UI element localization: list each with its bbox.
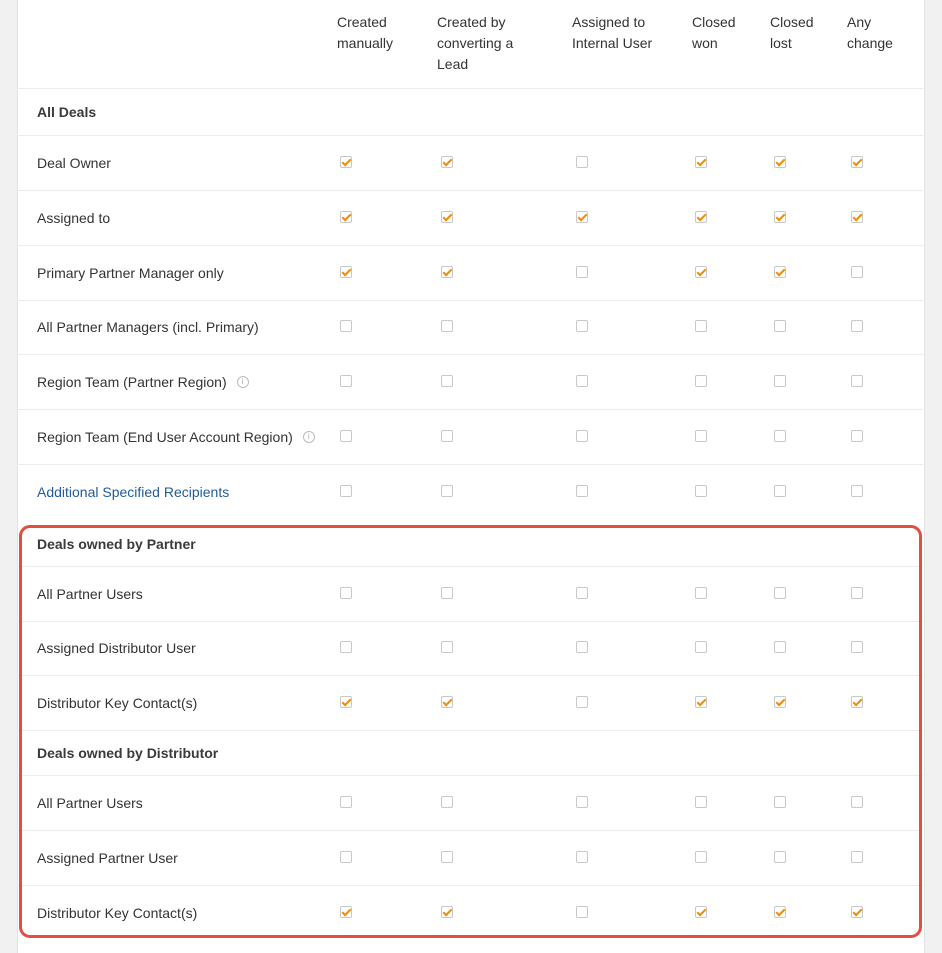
row-label (37, 190, 110, 245)
checkbox-assigned-internal[interactable] (576, 641, 588, 653)
table-row (17, 830, 923, 886)
row-label (37, 245, 224, 300)
table-row (17, 300, 923, 355)
row-label-text: Primary Partner Manager only (37, 264, 224, 281)
checkbox-closed-won[interactable] (695, 796, 707, 808)
row-label-text: Region Team (Partner Region) (37, 373, 227, 390)
checkbox-assigned-internal[interactable] (576, 587, 588, 599)
checkbox-created-manually[interactable] (340, 485, 352, 497)
row-label-text: Distributor Key Contact(s) (37, 694, 198, 711)
section-row (17, 730, 923, 776)
section-title (37, 88, 96, 135)
checkbox-assigned-internal[interactable] (576, 796, 588, 808)
row-label (37, 830, 178, 885)
table-row (17, 354, 923, 410)
checkbox-any-change[interactable] (851, 266, 863, 278)
checkbox-created-manually[interactable] (340, 375, 352, 387)
checkbox-closed-won[interactable] (695, 851, 707, 863)
column-header-closed-lost: Closed lost (770, 14, 814, 51)
column-header-created-manually: Created manually (337, 14, 394, 51)
row-label-text: Deals owned by Distributor (37, 744, 219, 761)
row-label (37, 675, 197, 730)
row-label-text: Region Team (End User Account Region) (37, 428, 293, 445)
checkbox-created-by-lead[interactable] (441, 906, 453, 918)
checkbox-any-change[interactable] (851, 851, 863, 863)
checkbox-assigned-internal[interactable] (576, 906, 588, 918)
row-label-text: Assigned Distributor User (37, 640, 196, 656)
checkbox-closed-won[interactable] (695, 266, 707, 278)
table-row (17, 190, 923, 246)
checkbox-assigned-internal[interactable] (576, 851, 588, 863)
checkbox-closed-lost[interactable] (774, 696, 786, 708)
table-row (17, 885, 923, 940)
checkbox-created-by-lead[interactable] (441, 587, 453, 599)
checkbox-closed-lost[interactable] (774, 906, 786, 918)
checkbox-closed-lost[interactable] (774, 211, 786, 223)
checkbox-any-change[interactable] (851, 485, 863, 497)
checkbox-closed-lost[interactable] (774, 430, 786, 442)
checkbox-created-by-lead[interactable] (441, 641, 453, 653)
info-icon[interactable]: i (237, 376, 249, 388)
section-row (17, 521, 923, 567)
table-row (17, 775, 923, 831)
row-label-text: Assigned to (37, 209, 111, 226)
checkbox-created-by-lead[interactable] (441, 266, 453, 278)
row-label (37, 135, 111, 190)
column-header-any-change: Any change (847, 14, 893, 51)
checkbox-created-manually[interactable] (340, 587, 352, 599)
checkbox-any-change[interactable] (851, 156, 863, 168)
section-title (37, 730, 218, 775)
checkbox-closed-won[interactable] (695, 320, 707, 332)
checkbox-closed-won[interactable] (695, 375, 707, 387)
checkbox-created-by-lead[interactable] (441, 485, 453, 497)
checkbox-any-change[interactable] (851, 375, 863, 387)
row-label (37, 621, 196, 675)
table-header (17, 0, 923, 89)
table-row (17, 245, 923, 301)
checkbox-closed-lost[interactable] (774, 587, 786, 599)
section-row (17, 88, 923, 136)
checkbox-assigned-internal[interactable] (576, 485, 588, 497)
checkbox-created-manually[interactable] (340, 851, 352, 863)
row-label (37, 300, 259, 354)
checkbox-created-by-lead[interactable] (441, 796, 453, 808)
row-label (37, 354, 249, 409)
table-row (17, 135, 923, 191)
column-header-assigned-internal: Assigned to Internal User (572, 14, 653, 51)
checkbox-closed-lost[interactable] (774, 266, 786, 278)
recipients-link[interactable]: Additional Specified Recipients (37, 483, 230, 500)
row-label-text: Deals owned by Partner (37, 535, 196, 552)
checkbox-assigned-internal[interactable] (576, 211, 588, 223)
checkbox-created-manually[interactable] (340, 266, 352, 278)
checkbox-closed-won[interactable] (695, 430, 707, 442)
column-header-created-by-lead: Created by converting a Lead (437, 14, 514, 72)
table-row (17, 464, 923, 519)
section-title (37, 521, 196, 566)
checkbox-closed-won[interactable] (695, 696, 707, 708)
row-label (37, 566, 143, 621)
row-label-text: Deal Owner (37, 154, 111, 171)
checkbox-closed-won[interactable] (695, 906, 707, 918)
row-label (37, 775, 143, 830)
checkbox-created-manually[interactable] (340, 211, 352, 223)
checkbox-created-manually[interactable] (340, 796, 352, 808)
checkbox-closed-won[interactable] (695, 587, 707, 599)
table-row (17, 675, 923, 731)
checkbox-assigned-internal[interactable] (576, 430, 588, 442)
checkbox-any-change[interactable] (851, 320, 863, 332)
row-label-text: All Partner Managers (incl. Primary) (37, 319, 259, 335)
checkbox-created-manually[interactable] (340, 906, 352, 918)
checkbox-any-change[interactable] (851, 696, 863, 708)
row-label[interactable] (37, 464, 229, 519)
checkbox-closed-won[interactable] (695, 211, 707, 223)
row-label-text: Assigned Partner User (37, 849, 178, 866)
checkbox-closed-lost[interactable] (774, 156, 786, 168)
checkbox-assigned-internal[interactable] (576, 375, 588, 387)
checkbox-created-by-lead[interactable] (441, 375, 453, 387)
checkbox-assigned-internal[interactable] (576, 696, 588, 708)
checkbox-created-manually[interactable] (340, 430, 352, 442)
row-label (37, 885, 197, 940)
checkbox-created-by-lead[interactable] (441, 320, 453, 332)
table-row (17, 409, 923, 465)
table-row (17, 566, 923, 622)
column-header-closed-won: Closed won (692, 14, 736, 51)
checkbox-closed-lost[interactable] (774, 375, 786, 387)
row-label-text: All Partner Users (37, 794, 143, 811)
row-label-text: All Partner Users (37, 585, 143, 602)
checkbox-closed-lost[interactable] (774, 851, 786, 863)
checkbox-any-change[interactable] (851, 906, 863, 918)
checkbox-closed-won[interactable] (695, 641, 707, 653)
checkbox-assigned-internal[interactable] (576, 266, 588, 278)
row-label (37, 409, 315, 464)
checkbox-created-by-lead[interactable] (441, 211, 453, 223)
checkbox-any-change[interactable] (851, 641, 863, 653)
checkbox-created-by-lead[interactable] (441, 851, 453, 863)
checkbox-closed-won[interactable] (695, 156, 707, 168)
checkbox-created-manually[interactable] (340, 641, 352, 653)
info-icon[interactable]: i (303, 431, 315, 443)
checkbox-any-change[interactable] (851, 211, 863, 223)
checkbox-created-manually[interactable] (340, 320, 352, 332)
checkbox-created-by-lead[interactable] (441, 156, 453, 168)
table-row (17, 621, 923, 676)
checkbox-closed-won[interactable] (695, 485, 707, 497)
checkbox-closed-lost[interactable] (774, 796, 786, 808)
checkbox-created-by-lead[interactable] (441, 430, 453, 442)
checkbox-closed-lost[interactable] (774, 485, 786, 497)
checkbox-any-change[interactable] (851, 587, 863, 599)
checkbox-any-change[interactable] (851, 796, 863, 808)
checkbox-any-change[interactable] (851, 430, 863, 442)
checkbox-created-manually[interactable] (340, 156, 352, 168)
checkbox-assigned-internal[interactable] (576, 320, 588, 332)
checkbox-closed-lost[interactable] (774, 320, 786, 332)
checkbox-closed-lost[interactable] (774, 641, 786, 653)
checkbox-assigned-internal[interactable] (576, 156, 588, 168)
checkbox-created-manually[interactable] (340, 696, 352, 708)
row-label-text: All Deals (37, 103, 97, 120)
checkbox-created-by-lead[interactable] (441, 696, 453, 708)
row-label-text: Distributor Key Contact(s) (37, 904, 198, 921)
